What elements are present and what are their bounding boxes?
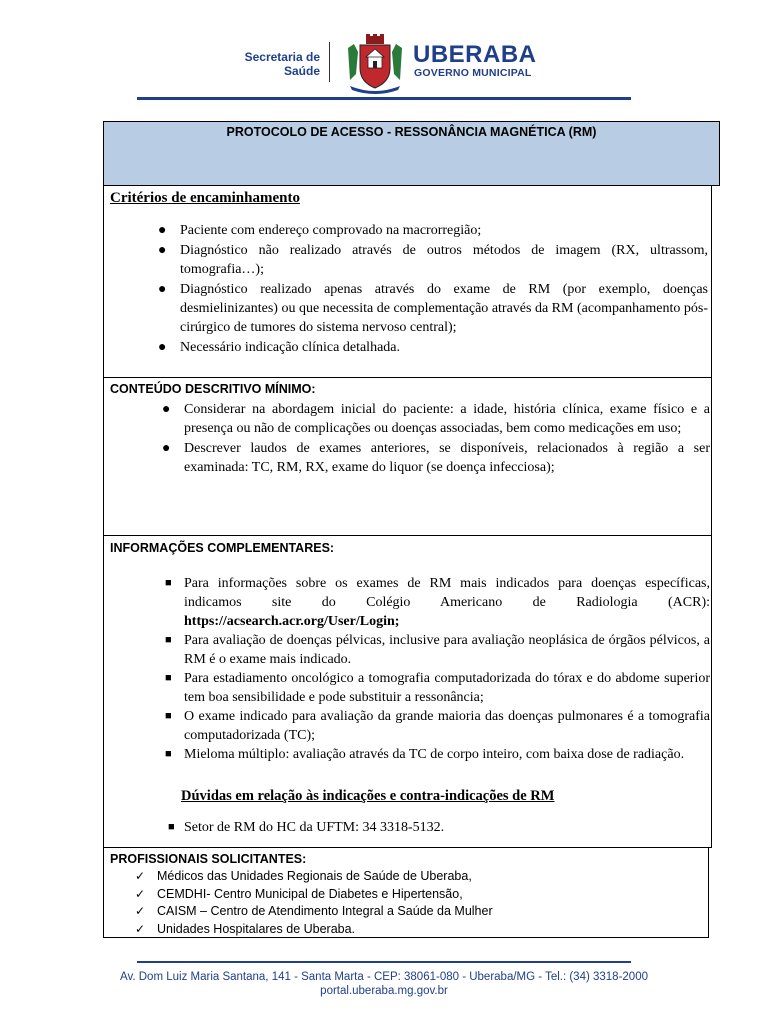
duvidas-heading: Dúvidas em relação às indicações e contra-indicações de RM	[181, 788, 555, 804]
check-icon: ✓	[135, 886, 146, 901]
letterhead	[0, 0, 768, 110]
list-item: ● Considerar na abordagem inicial do paciente: a idade, história clínica, exame físico e a presença ou não de complicações ou doenças associadas, bem como medicações em uso;	[162, 402, 710, 436]
profissionais-heading: PROFISSIONAIS SOLICITANTES:	[110, 852, 307, 866]
list-item: ■ O exame indicado para avaliação da grande maioria das doenças pulmonares é a tomografia computadorizada (TC);	[165, 709, 710, 743]
list-item: ✓ CAISM – Centro de Atendimento Integral a Saúde da Mulher	[157, 903, 493, 921]
criterios-heading: Critérios de encaminhamento	[110, 190, 300, 206]
list-item: ● Diagnóstico realizado apenas através do exame de RM (por exemplo, doenças desmielinizantes) ou que necessita de complementação através da RM (acompanhamento pós-cirúrgico de tumores do sistema nervoso central);	[158, 282, 708, 335]
list-item: ■ Para estadiamento oncológico a tomografia computadorizada do tórax e do abdome superior tem boa sensibilidade e pode substituir a ressonância;	[165, 671, 710, 705]
informacoes-section	[103, 535, 712, 848]
footer-website-link[interactable]: portal.uberaba.mg.gov.br	[320, 985, 448, 997]
bullet-icon: ●	[158, 282, 167, 297]
square-bullet-icon: ■	[165, 710, 172, 722]
list-item: ● Necessário indicação clínica detalhada.	[158, 340, 400, 355]
list-item: ■ Mieloma múltiplo: avaliação através da TC de corpo inteiro, com baixa dose de radiação.	[165, 747, 685, 762]
footer-address: Av. Dom Luiz Maria Santana, 141 - Santa Marta - CEP: 38061-080 - Uberaba/MG - Tel.: (34) 3318-2000	[120, 971, 648, 983]
criterios-section	[103, 185, 712, 378]
check-icon: ✓	[135, 921, 146, 936]
criterios-list	[158, 221, 708, 358]
square-bullet-icon: ■	[165, 672, 172, 684]
profissionais-section	[103, 847, 709, 938]
list-item: ✓ Unidades Hospitalares de Uberaba.	[157, 921, 493, 939]
conteudo-section	[103, 377, 712, 536]
conteudo-heading: CONTEÚDO DESCRITIVO MÍNIMO:	[110, 382, 316, 396]
header-separator	[329, 42, 330, 82]
list-item: ■ Para informações sobre os exames de RM mais indicados para doenças específicas, indicamos site do Colégio Americano de Radiologia (ACR): https://acsearch.acr.org/User/Login;	[165, 576, 710, 629]
document-title: PROTOCOLO DE ACESSO - RESSONÂNCIA MAGNÉTICA (RM)	[226, 125, 597, 139]
header-rule	[137, 97, 631, 100]
square-bullet-icon: ■	[168, 821, 175, 833]
list-item: ● Paciente com endereço comprovado na macrorregião;	[158, 223, 482, 238]
check-icon: ✓	[135, 869, 146, 883]
bullet-icon: ●	[162, 441, 171, 456]
conteudo-list	[162, 400, 710, 478]
check-icon: ✓	[135, 904, 146, 918]
setor-contact: ■ Setor de RM do HC da UFTM: 34 3318-5132.	[168, 820, 445, 835]
city-crest-icon	[342, 34, 408, 94]
secretaria-label	[236, 50, 320, 78]
informacoes-list	[165, 574, 710, 764]
profissionais-list	[135, 868, 493, 938]
bullet-icon: ●	[158, 243, 167, 258]
government-label: GOVERNO MUNICIPAL	[414, 67, 532, 79]
acr-link[interactable]: https://acsearch.acr.org/User/Login;	[184, 614, 400, 629]
bullet-icon: ●	[162, 402, 171, 417]
list-item: ● Descrever laudos de exames anteriores, se disponíveis, relacionados à região a ser examinada: TC, RM, RX, exame do liquor (se doença infecciosa);	[162, 441, 710, 475]
square-bullet-icon: ■	[165, 634, 172, 646]
list-item: ✓ Médicos das Unidades Regionais de Saúde de Uberaba,	[157, 868, 493, 886]
square-bullet-icon: ■	[165, 748, 172, 760]
city-name: UBERABA	[413, 41, 537, 68]
secretaria-line-2: Saúde	[283, 64, 320, 78]
bullet-icon: ●	[158, 340, 167, 355]
informacoes-heading: INFORMAÇÕES COMPLEMENTARES:	[110, 541, 335, 555]
square-bullet-icon: ■	[165, 577, 172, 589]
secretaria-line-1: Secretaria de	[244, 50, 320, 64]
list-item: ● Diagnóstico não realizado através de outros métodos de imagem (RX, ultrassom, tomografia…);	[158, 243, 708, 277]
footer-rule	[137, 961, 631, 963]
title-box	[103, 121, 720, 186]
bullet-icon: ●	[158, 223, 167, 238]
list-item: ■ Para avaliação de doenças pélvicas, inclusive para avaliação neoplásica de órgãos pélvicos, a RM é o exame mais indicado.	[165, 633, 710, 667]
list-item: ✓ CEMDHI- Centro Municipal de Diabetes e Hipertensão,	[157, 886, 493, 904]
